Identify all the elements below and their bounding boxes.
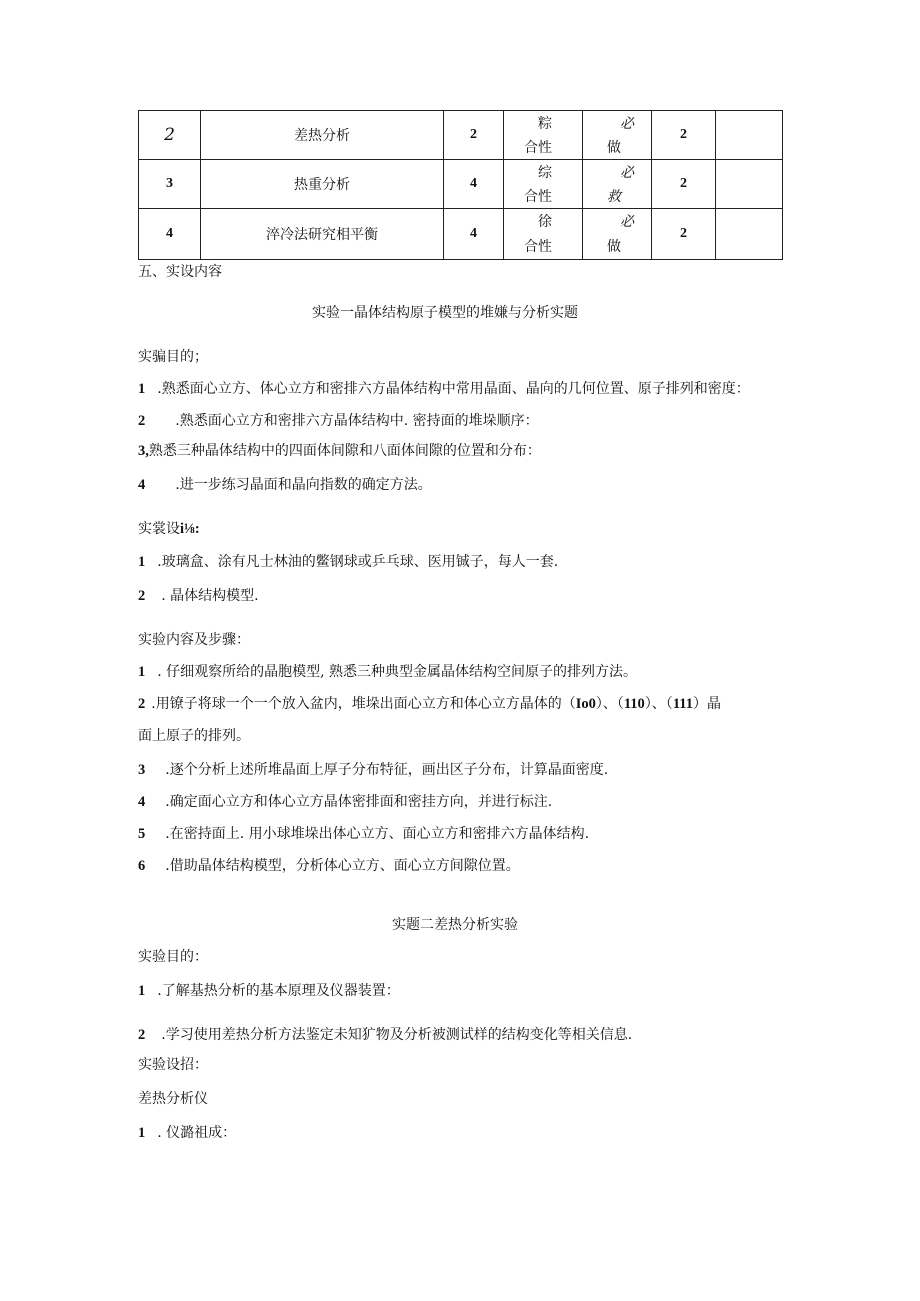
exp1-title: 实验一晶体结构原子模型的堆嫌与分析实题 (312, 305, 578, 321)
exp2-equipment-label: 实验设招： (138, 1057, 208, 1073)
item-text: .借助晶体结构模型，分析体心立方、面心立方间隙位置。 (165, 858, 520, 874)
exp2-purpose-label: 实验目的： (138, 949, 208, 965)
item-text: 熟悉三种晶体结构中的四面体间隙和八面体间隙的位置和分布： (148, 443, 541, 459)
exp2-instrument: 差热分析仪 (138, 1091, 208, 1107)
empty-cell (716, 160, 783, 209)
experiment-name: 热重分析 (201, 160, 444, 209)
item-number: 2 (138, 696, 146, 712)
req-top: 必 (620, 165, 634, 181)
item-number: 1 (138, 554, 146, 570)
count-cell: 2 (652, 160, 716, 209)
exp1-purpose-item (138, 378, 750, 398)
exp1-step (138, 855, 520, 875)
item-text: .用镣子将球一个一个放入盆内，堆垛出面心立方和体心立方晶体的（ (151, 696, 576, 712)
table-row (139, 111, 783, 160)
exp1-purpose-item (138, 440, 541, 460)
exp1-step (138, 791, 552, 811)
item-number: 1 (138, 1125, 146, 1141)
req-top: 必 (620, 214, 634, 230)
type-cell (504, 160, 583, 209)
item-number: 3, (138, 443, 149, 459)
req-top: 必 (620, 116, 634, 132)
exp1-equipment-label (138, 518, 200, 538)
table-row (139, 209, 783, 260)
exp2-title: 实题二差热分析实验 (392, 917, 518, 933)
item-text: .逐个分析上述所堆晶面上厚子分布特征，画出区子分布，计算晶面密度. (165, 762, 609, 778)
experiment-name: 淬冷法研究相平衡 (201, 209, 444, 260)
exp1-step-continuation: 面上原子的排列。 (138, 728, 250, 744)
req-bottom: 救 (607, 189, 621, 205)
requirement-cell (583, 111, 652, 160)
item-text: . 仪潞祖成： (157, 1125, 237, 1141)
table-row (139, 160, 783, 209)
row-number: 2 (139, 111, 201, 160)
empty-cell (716, 111, 783, 160)
miller-index: Io0 (575, 696, 596, 712)
item-text: .确定面心立方和体心立方晶体密排面和密挂方向，并进行标注. (165, 794, 553, 810)
count-cell: 2 (652, 209, 716, 260)
type-top: 粽 (538, 116, 552, 132)
item-number: 5 (138, 826, 146, 842)
separator: ）、（ (644, 696, 673, 712)
exp1-equipment-item (138, 551, 558, 571)
item-text-end: ）晶 (692, 696, 721, 712)
exp1-steps-label: 实验内容及步骤： (138, 632, 250, 648)
item-text: .玻璃盒、涂有凡士林油的鳖钢球或乒乓球、医用铖子，每人一套. (157, 554, 559, 570)
type-top: 徐 (538, 214, 552, 230)
exp1-step (138, 693, 721, 713)
item-text: .熟悉面心立方、体心立方和密排六方晶体结构中常用晶面、晶向的几何位置、原子排列和密度： (157, 381, 750, 397)
miller-index: 110 (623, 696, 645, 712)
exp1-step (138, 823, 589, 843)
row-number: 3 (139, 160, 201, 209)
type-cell (504, 209, 583, 260)
exp1-purpose-item (138, 474, 432, 494)
item-number: 1 (138, 664, 146, 680)
hours-cell: 2 (444, 111, 504, 160)
section-heading: 五、实设内容 (138, 264, 222, 280)
type-cell (504, 111, 583, 160)
item-text: . 晶体结构模型. (161, 588, 259, 604)
requirement-cell (583, 160, 652, 209)
experiment-name: 差热分析 (201, 111, 444, 160)
count-cell: 2 (652, 111, 716, 160)
exp1-purpose-label: 实骗目的； (138, 349, 208, 365)
item-number: 1 (138, 381, 146, 397)
type-bottom: 合性 (524, 189, 552, 205)
row-number: 4 (139, 209, 201, 260)
item-number: 2 (138, 588, 146, 604)
exp1-step (138, 759, 608, 779)
experiment-table (138, 110, 783, 260)
empty-cell (716, 209, 783, 260)
item-number: 1 (138, 983, 146, 999)
requirement-cell (583, 209, 652, 260)
item-text: .在密持面上. 用小球堆垛出体心立方、面心立方和密排六方晶体结构. (165, 826, 590, 842)
item-number: 4 (138, 477, 146, 493)
type-bottom: 合性 (524, 239, 552, 255)
type-top: 综 (538, 165, 552, 181)
miller-index: 111 (672, 696, 693, 712)
item-text: .了解基热分析的基本原理及仪器装置： (157, 983, 400, 999)
item-text: .熟悉面心立方和密排六方晶体结构中. 密持面的堆垛顺序： (175, 413, 539, 429)
exp2-purpose-item (138, 1024, 632, 1044)
label-suffix: i⅛: (180, 521, 200, 537)
exp1-equipment-item (138, 585, 259, 605)
req-bottom: 做 (607, 239, 621, 255)
separator: ）、（ (595, 696, 624, 712)
item-number: 2 (138, 1027, 146, 1043)
item-number: 6 (138, 858, 146, 874)
item-text: .进一步练习晶面和晶向指数的确定方法。 (175, 477, 432, 493)
exp2-composition (138, 1122, 236, 1142)
hours-cell: 4 (444, 160, 504, 209)
hours-cell: 4 (444, 209, 504, 260)
item-text: .学习使用差热分析方法鉴定未知犷物及分析被测试样的结构变化等相关信息. (161, 1027, 633, 1043)
item-number: 3 (138, 762, 146, 778)
item-text: . 仔细观察所给的晶胞模型, 熟悉三种典型金属晶体结构空间原子的排列方法。 (157, 664, 638, 680)
exp1-purpose-item (138, 410, 539, 430)
req-bottom: 做 (607, 140, 621, 156)
type-bottom: 合性 (524, 140, 552, 156)
item-number: 4 (138, 794, 146, 810)
exp2-purpose-item (138, 980, 400, 1000)
item-number: 2 (138, 413, 146, 429)
exp1-step (138, 661, 637, 681)
label-text: 实裳设 (138, 521, 180, 537)
